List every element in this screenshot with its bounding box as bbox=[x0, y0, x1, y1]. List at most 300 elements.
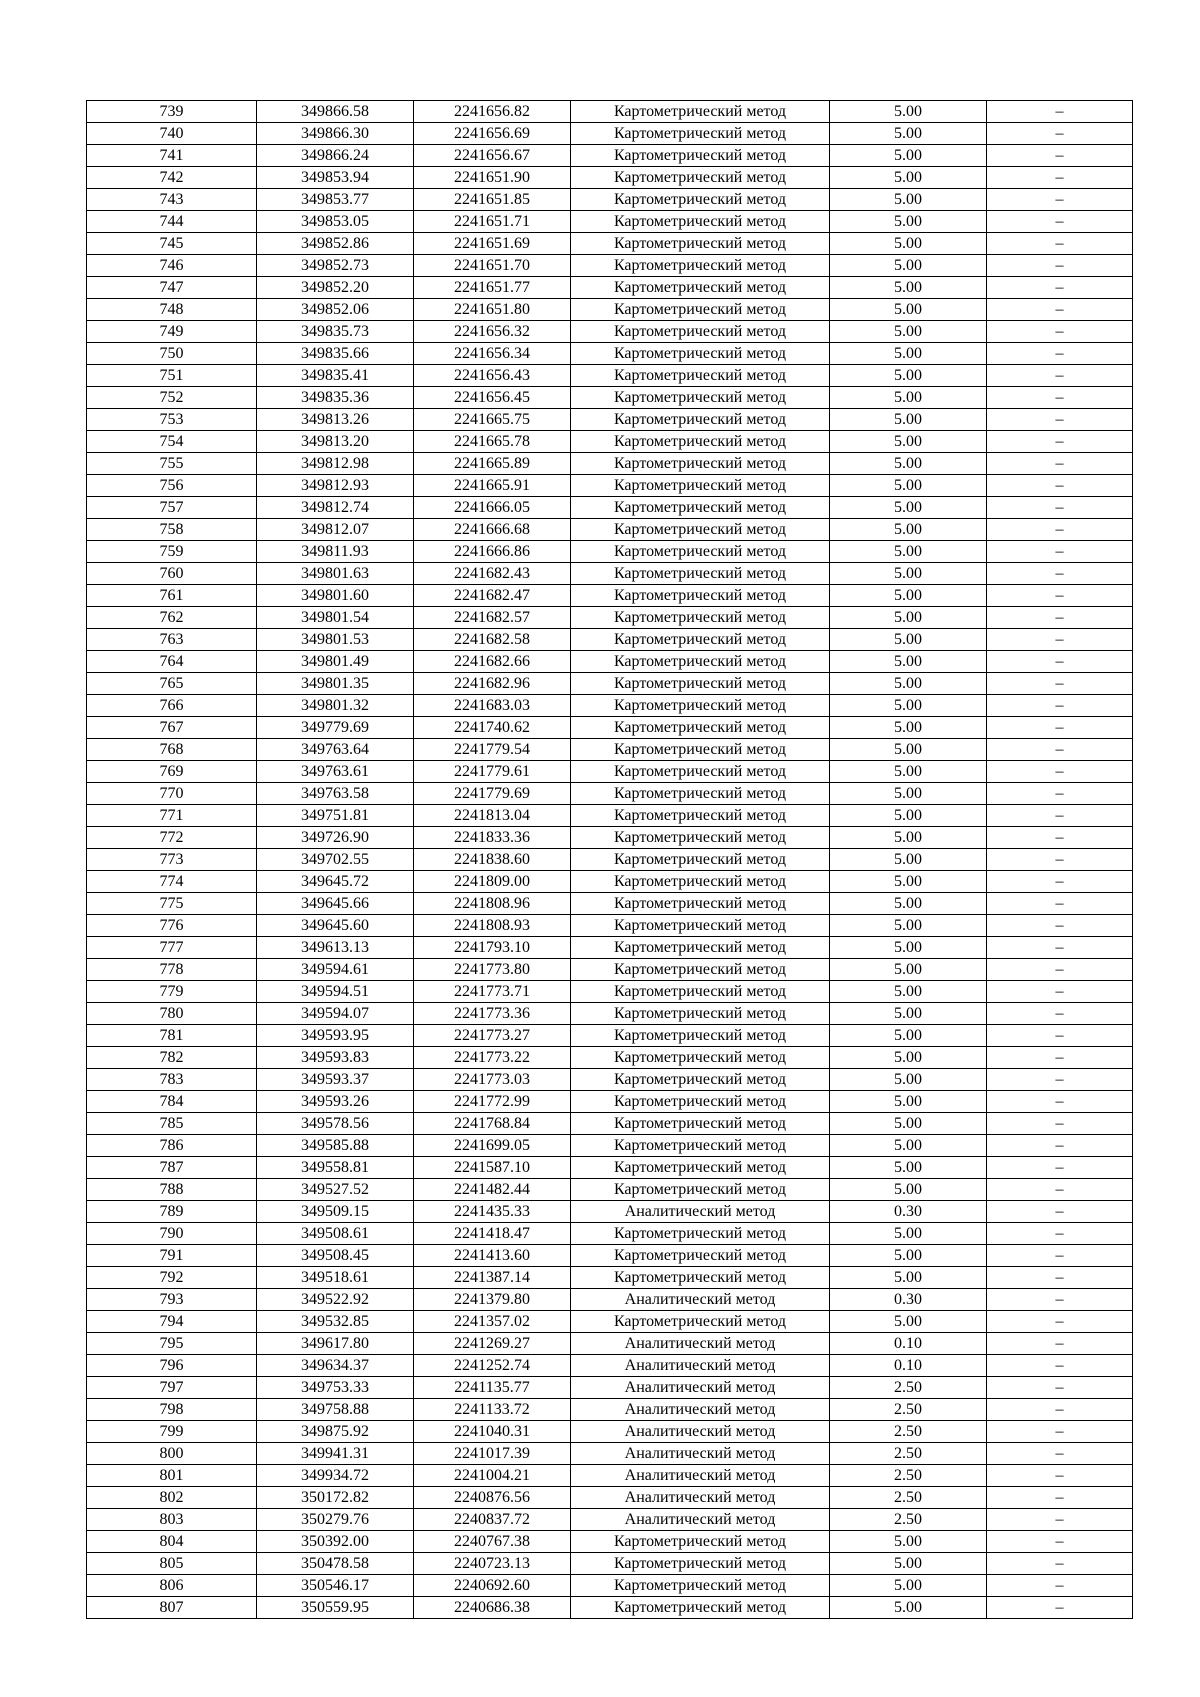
x-coordinate-cell: 349593.26 bbox=[257, 1091, 414, 1113]
point-number-cell: 769 bbox=[87, 761, 257, 783]
method-cell: Картометрический метод bbox=[571, 695, 830, 717]
accuracy-cell: 5.00 bbox=[830, 629, 987, 651]
point-number-cell: 748 bbox=[87, 299, 257, 321]
y-coordinate-cell: 2241133.72 bbox=[414, 1399, 571, 1421]
method-cell: Картометрический метод bbox=[571, 1223, 830, 1245]
table-row bbox=[87, 233, 1133, 255]
x-coordinate-cell: 349593.37 bbox=[257, 1069, 414, 1091]
y-coordinate-cell: 2241809.00 bbox=[414, 871, 571, 893]
x-coordinate-cell: 349852.86 bbox=[257, 233, 414, 255]
x-coordinate-cell: 349852.73 bbox=[257, 255, 414, 277]
y-coordinate-cell: 2241587.10 bbox=[414, 1157, 571, 1179]
accuracy-cell: 5.00 bbox=[830, 211, 987, 233]
x-coordinate-cell: 349585.88 bbox=[257, 1135, 414, 1157]
point-number-cell: 757 bbox=[87, 497, 257, 519]
table-row bbox=[87, 585, 1133, 607]
method-cell: Картометрический метод bbox=[571, 761, 830, 783]
x-coordinate-cell: 349753.33 bbox=[257, 1377, 414, 1399]
note-cell: – bbox=[987, 189, 1133, 211]
y-coordinate-cell: 2241379.80 bbox=[414, 1289, 571, 1311]
x-coordinate-cell: 349527.52 bbox=[257, 1179, 414, 1201]
point-number-cell: 740 bbox=[87, 123, 257, 145]
point-number-cell: 755 bbox=[87, 453, 257, 475]
y-coordinate-cell: 2241435.33 bbox=[414, 1201, 571, 1223]
method-cell: Картометрический метод bbox=[571, 1531, 830, 1553]
table-row bbox=[87, 1157, 1133, 1179]
x-coordinate-cell: 349763.64 bbox=[257, 739, 414, 761]
y-coordinate-cell: 2241651.69 bbox=[414, 233, 571, 255]
point-number-cell: 751 bbox=[87, 365, 257, 387]
accuracy-cell: 5.00 bbox=[830, 1091, 987, 1113]
point-number-cell: 753 bbox=[87, 409, 257, 431]
accuracy-cell: 5.00 bbox=[830, 651, 987, 673]
method-cell: Картометрический метод bbox=[571, 409, 830, 431]
accuracy-cell: 5.00 bbox=[830, 893, 987, 915]
accuracy-cell: 5.00 bbox=[830, 563, 987, 585]
table-row bbox=[87, 1135, 1133, 1157]
point-number-cell: 804 bbox=[87, 1531, 257, 1553]
y-coordinate-cell: 2241793.10 bbox=[414, 937, 571, 959]
y-coordinate-cell: 2241768.84 bbox=[414, 1113, 571, 1135]
point-number-cell: 754 bbox=[87, 431, 257, 453]
method-cell: Картометрический метод bbox=[571, 717, 830, 739]
point-number-cell: 803 bbox=[87, 1509, 257, 1531]
y-coordinate-cell: 2241666.05 bbox=[414, 497, 571, 519]
x-coordinate-cell: 349875.92 bbox=[257, 1421, 414, 1443]
method-cell: Картометрический метод bbox=[571, 871, 830, 893]
accuracy-cell: 5.00 bbox=[830, 1135, 987, 1157]
table-row bbox=[87, 387, 1133, 409]
point-number-cell: 768 bbox=[87, 739, 257, 761]
method-cell: Картометрический метод bbox=[571, 1157, 830, 1179]
note-cell: – bbox=[987, 981, 1133, 1003]
note-cell: – bbox=[987, 805, 1133, 827]
accuracy-cell: 0.30 bbox=[830, 1289, 987, 1311]
table-row bbox=[87, 629, 1133, 651]
method-cell: Картометрический метод bbox=[571, 1069, 830, 1091]
note-cell: – bbox=[987, 1355, 1133, 1377]
y-coordinate-cell: 2241656.32 bbox=[414, 321, 571, 343]
point-number-cell: 756 bbox=[87, 475, 257, 497]
x-coordinate-cell: 349852.20 bbox=[257, 277, 414, 299]
point-number-cell: 790 bbox=[87, 1223, 257, 1245]
method-cell: Картометрический метод bbox=[571, 453, 830, 475]
table-row bbox=[87, 431, 1133, 453]
accuracy-cell: 5.00 bbox=[830, 1003, 987, 1025]
y-coordinate-cell: 2241779.54 bbox=[414, 739, 571, 761]
y-coordinate-cell: 2241773.36 bbox=[414, 1003, 571, 1025]
point-number-cell: 771 bbox=[87, 805, 257, 827]
method-cell: Аналитический метод bbox=[571, 1509, 830, 1531]
note-cell: – bbox=[987, 1509, 1133, 1531]
method-cell: Картометрический метод bbox=[571, 189, 830, 211]
note-cell: – bbox=[987, 343, 1133, 365]
accuracy-cell: 5.00 bbox=[830, 233, 987, 255]
table-row bbox=[87, 1025, 1133, 1047]
note-cell: – bbox=[987, 783, 1133, 805]
y-coordinate-cell: 2241387.14 bbox=[414, 1267, 571, 1289]
method-cell: Картометрический метод bbox=[571, 211, 830, 233]
point-number-cell: 744 bbox=[87, 211, 257, 233]
table-row bbox=[87, 915, 1133, 937]
method-cell: Картометрический метод bbox=[571, 981, 830, 1003]
point-number-cell: 796 bbox=[87, 1355, 257, 1377]
y-coordinate-cell: 2241666.68 bbox=[414, 519, 571, 541]
note-cell: – bbox=[987, 673, 1133, 695]
note-cell: – bbox=[987, 871, 1133, 893]
point-number-cell: 763 bbox=[87, 629, 257, 651]
table-row bbox=[87, 871, 1133, 893]
accuracy-cell: 5.00 bbox=[830, 1223, 987, 1245]
y-coordinate-cell: 2241808.96 bbox=[414, 893, 571, 915]
accuracy-cell: 5.00 bbox=[830, 1311, 987, 1333]
point-number-cell: 781 bbox=[87, 1025, 257, 1047]
y-coordinate-cell: 2241651.80 bbox=[414, 299, 571, 321]
table-row bbox=[87, 981, 1133, 1003]
accuracy-cell: 5.00 bbox=[830, 849, 987, 871]
method-cell: Картометрический метод bbox=[571, 1091, 830, 1113]
table-row bbox=[87, 145, 1133, 167]
accuracy-cell: 2.50 bbox=[830, 1509, 987, 1531]
y-coordinate-cell: 2241833.36 bbox=[414, 827, 571, 849]
note-cell: – bbox=[987, 277, 1133, 299]
x-coordinate-cell: 349835.36 bbox=[257, 387, 414, 409]
y-coordinate-cell: 2241699.05 bbox=[414, 1135, 571, 1157]
method-cell: Картометрический метод bbox=[571, 365, 830, 387]
x-coordinate-cell: 349801.35 bbox=[257, 673, 414, 695]
method-cell: Картометрический метод bbox=[571, 1245, 830, 1267]
y-coordinate-cell: 2241683.03 bbox=[414, 695, 571, 717]
note-cell: – bbox=[987, 563, 1133, 585]
note-cell: – bbox=[987, 585, 1133, 607]
accuracy-cell: 5.00 bbox=[830, 1267, 987, 1289]
note-cell: – bbox=[987, 431, 1133, 453]
x-coordinate-cell: 349835.66 bbox=[257, 343, 414, 365]
x-coordinate-cell: 349801.60 bbox=[257, 585, 414, 607]
x-coordinate-cell: 349763.58 bbox=[257, 783, 414, 805]
x-coordinate-cell: 349801.53 bbox=[257, 629, 414, 651]
note-cell: – bbox=[987, 915, 1133, 937]
point-number-cell: 750 bbox=[87, 343, 257, 365]
y-coordinate-cell: 2240767.38 bbox=[414, 1531, 571, 1553]
x-coordinate-cell: 349812.74 bbox=[257, 497, 414, 519]
method-cell: Картометрический метод bbox=[571, 629, 830, 651]
table-row bbox=[87, 167, 1133, 189]
table-row bbox=[87, 255, 1133, 277]
y-coordinate-cell: 2241665.91 bbox=[414, 475, 571, 497]
x-coordinate-cell: 349866.58 bbox=[257, 101, 414, 123]
note-cell: – bbox=[987, 321, 1133, 343]
method-cell: Картометрический метод bbox=[571, 167, 830, 189]
accuracy-cell: 5.00 bbox=[830, 981, 987, 1003]
table-row bbox=[87, 497, 1133, 519]
x-coordinate-cell: 349852.06 bbox=[257, 299, 414, 321]
x-coordinate-cell: 349853.77 bbox=[257, 189, 414, 211]
point-number-cell: 777 bbox=[87, 937, 257, 959]
y-coordinate-cell: 2241838.60 bbox=[414, 849, 571, 871]
method-cell: Картометрический метод bbox=[571, 233, 830, 255]
table-row bbox=[87, 651, 1133, 673]
y-coordinate-cell: 2241269.27 bbox=[414, 1333, 571, 1355]
note-cell: – bbox=[987, 1025, 1133, 1047]
method-cell: Картометрический метод bbox=[571, 101, 830, 123]
table-row bbox=[87, 1069, 1133, 1091]
y-coordinate-cell: 2241482.44 bbox=[414, 1179, 571, 1201]
accuracy-cell: 2.50 bbox=[830, 1399, 987, 1421]
accuracy-cell: 5.00 bbox=[830, 1597, 987, 1619]
y-coordinate-cell: 2241773.03 bbox=[414, 1069, 571, 1091]
y-coordinate-cell: 2241017.39 bbox=[414, 1443, 571, 1465]
y-coordinate-cell: 2241773.27 bbox=[414, 1025, 571, 1047]
table-row bbox=[87, 1311, 1133, 1333]
table-row bbox=[87, 365, 1133, 387]
point-number-cell: 741 bbox=[87, 145, 257, 167]
y-coordinate-cell: 2241682.58 bbox=[414, 629, 571, 651]
accuracy-cell: 5.00 bbox=[830, 1157, 987, 1179]
method-cell: Картометрический метод bbox=[571, 321, 830, 343]
table-row bbox=[87, 827, 1133, 849]
note-cell: – bbox=[987, 1201, 1133, 1223]
y-coordinate-cell: 2241740.62 bbox=[414, 717, 571, 739]
note-cell: – bbox=[987, 1069, 1133, 1091]
note-cell: – bbox=[987, 1135, 1133, 1157]
note-cell: – bbox=[987, 717, 1133, 739]
table-row bbox=[87, 1003, 1133, 1025]
x-coordinate-cell: 349594.61 bbox=[257, 959, 414, 981]
x-coordinate-cell: 349941.31 bbox=[257, 1443, 414, 1465]
x-coordinate-cell: 349613.13 bbox=[257, 937, 414, 959]
accuracy-cell: 2.50 bbox=[830, 1443, 987, 1465]
table-row bbox=[87, 321, 1133, 343]
method-cell: Картометрический метод bbox=[571, 651, 830, 673]
point-number-cell: 802 bbox=[87, 1487, 257, 1509]
method-cell: Картометрический метод bbox=[571, 497, 830, 519]
x-coordinate-cell: 350478.58 bbox=[257, 1553, 414, 1575]
y-coordinate-cell: 2241656.82 bbox=[414, 101, 571, 123]
x-coordinate-cell: 349866.30 bbox=[257, 123, 414, 145]
y-coordinate-cell: 2241357.02 bbox=[414, 1311, 571, 1333]
table-row bbox=[87, 1245, 1133, 1267]
accuracy-cell: 2.50 bbox=[830, 1465, 987, 1487]
table-row bbox=[87, 805, 1133, 827]
note-cell: – bbox=[987, 1399, 1133, 1421]
accuracy-cell: 5.00 bbox=[830, 255, 987, 277]
x-coordinate-cell: 349812.93 bbox=[257, 475, 414, 497]
x-coordinate-cell: 349645.60 bbox=[257, 915, 414, 937]
point-number-cell: 789 bbox=[87, 1201, 257, 1223]
x-coordinate-cell: 349593.83 bbox=[257, 1047, 414, 1069]
accuracy-cell: 2.50 bbox=[830, 1421, 987, 1443]
point-number-cell: 758 bbox=[87, 519, 257, 541]
y-coordinate-cell: 2241682.57 bbox=[414, 607, 571, 629]
accuracy-cell: 5.00 bbox=[830, 585, 987, 607]
method-cell: Картометрический метод bbox=[571, 343, 830, 365]
point-number-cell: 743 bbox=[87, 189, 257, 211]
point-number-cell: 782 bbox=[87, 1047, 257, 1069]
x-coordinate-cell: 349578.56 bbox=[257, 1113, 414, 1135]
method-cell: Аналитический метод bbox=[571, 1465, 830, 1487]
y-coordinate-cell: 2241418.47 bbox=[414, 1223, 571, 1245]
method-cell: Картометрический метод bbox=[571, 849, 830, 871]
y-coordinate-cell: 2241773.71 bbox=[414, 981, 571, 1003]
point-number-cell: 780 bbox=[87, 1003, 257, 1025]
accuracy-cell: 5.00 bbox=[830, 1113, 987, 1135]
method-cell: Картометрический метод bbox=[571, 123, 830, 145]
method-cell: Аналитический метод bbox=[571, 1377, 830, 1399]
table-row bbox=[87, 1091, 1133, 1113]
table-row bbox=[87, 1509, 1133, 1531]
note-cell: – bbox=[987, 299, 1133, 321]
table-row bbox=[87, 1179, 1133, 1201]
method-cell: Аналитический метод bbox=[571, 1355, 830, 1377]
x-coordinate-cell: 349853.94 bbox=[257, 167, 414, 189]
method-cell: Картометрический метод bbox=[571, 475, 830, 497]
note-cell: – bbox=[987, 211, 1133, 233]
accuracy-cell: 5.00 bbox=[830, 959, 987, 981]
point-number-cell: 801 bbox=[87, 1465, 257, 1487]
x-coordinate-cell: 350559.95 bbox=[257, 1597, 414, 1619]
note-cell: – bbox=[987, 541, 1133, 563]
point-number-cell: 807 bbox=[87, 1597, 257, 1619]
point-number-cell: 795 bbox=[87, 1333, 257, 1355]
point-number-cell: 776 bbox=[87, 915, 257, 937]
note-cell: – bbox=[987, 1267, 1133, 1289]
y-coordinate-cell: 2241656.43 bbox=[414, 365, 571, 387]
note-cell: – bbox=[987, 475, 1133, 497]
x-coordinate-cell: 349634.37 bbox=[257, 1355, 414, 1377]
accuracy-cell: 5.00 bbox=[830, 365, 987, 387]
point-number-cell: 800 bbox=[87, 1443, 257, 1465]
point-number-cell: 787 bbox=[87, 1157, 257, 1179]
point-number-cell: 805 bbox=[87, 1553, 257, 1575]
note-cell: – bbox=[987, 761, 1133, 783]
y-coordinate-cell: 2241004.21 bbox=[414, 1465, 571, 1487]
x-coordinate-cell: 349934.72 bbox=[257, 1465, 414, 1487]
point-number-cell: 760 bbox=[87, 563, 257, 585]
method-cell: Аналитический метод bbox=[571, 1443, 830, 1465]
x-coordinate-cell: 349813.26 bbox=[257, 409, 414, 431]
accuracy-cell: 5.00 bbox=[830, 871, 987, 893]
x-coordinate-cell: 349751.81 bbox=[257, 805, 414, 827]
accuracy-cell: 5.00 bbox=[830, 321, 987, 343]
point-number-cell: 779 bbox=[87, 981, 257, 1003]
y-coordinate-cell: 2241779.69 bbox=[414, 783, 571, 805]
accuracy-cell: 0.30 bbox=[830, 1201, 987, 1223]
y-coordinate-cell: 2241651.85 bbox=[414, 189, 571, 211]
y-coordinate-cell: 2241656.69 bbox=[414, 123, 571, 145]
accuracy-cell: 0.10 bbox=[830, 1333, 987, 1355]
table-row bbox=[87, 1597, 1133, 1619]
y-coordinate-cell: 2241651.70 bbox=[414, 255, 571, 277]
point-number-cell: 762 bbox=[87, 607, 257, 629]
accuracy-cell: 5.00 bbox=[830, 101, 987, 123]
table-row bbox=[87, 453, 1133, 475]
coordinates-table bbox=[86, 100, 1133, 1619]
note-cell: – bbox=[987, 409, 1133, 431]
x-coordinate-cell: 349617.80 bbox=[257, 1333, 414, 1355]
table-row bbox=[87, 1399, 1133, 1421]
note-cell: – bbox=[987, 849, 1133, 871]
method-cell: Картометрический метод bbox=[571, 299, 830, 321]
accuracy-cell: 5.00 bbox=[830, 915, 987, 937]
y-coordinate-cell: 2241665.89 bbox=[414, 453, 571, 475]
table-row bbox=[87, 1201, 1133, 1223]
table-row bbox=[87, 299, 1133, 321]
note-cell: – bbox=[987, 1421, 1133, 1443]
point-number-cell: 784 bbox=[87, 1091, 257, 1113]
table-row bbox=[87, 717, 1133, 739]
accuracy-cell: 5.00 bbox=[830, 717, 987, 739]
point-number-cell: 793 bbox=[87, 1289, 257, 1311]
table-row bbox=[87, 1267, 1133, 1289]
x-coordinate-cell: 349509.15 bbox=[257, 1201, 414, 1223]
table-row bbox=[87, 541, 1133, 563]
method-cell: Картометрический метод bbox=[571, 1003, 830, 1025]
accuracy-cell: 5.00 bbox=[830, 1025, 987, 1047]
table-row bbox=[87, 1531, 1133, 1553]
note-cell: – bbox=[987, 1179, 1133, 1201]
table-row bbox=[87, 761, 1133, 783]
x-coordinate-cell: 349801.54 bbox=[257, 607, 414, 629]
note-cell: – bbox=[987, 739, 1133, 761]
accuracy-cell: 5.00 bbox=[830, 761, 987, 783]
x-coordinate-cell: 349532.85 bbox=[257, 1311, 414, 1333]
accuracy-cell: 5.00 bbox=[830, 937, 987, 959]
table-row bbox=[87, 101, 1133, 123]
method-cell: Картометрический метод bbox=[571, 585, 830, 607]
note-cell: – bbox=[987, 1245, 1133, 1267]
note-cell: – bbox=[987, 1091, 1133, 1113]
table-row bbox=[87, 211, 1133, 233]
x-coordinate-cell: 349758.88 bbox=[257, 1399, 414, 1421]
x-coordinate-cell: 349813.20 bbox=[257, 431, 414, 453]
y-coordinate-cell: 2241808.93 bbox=[414, 915, 571, 937]
accuracy-cell: 5.00 bbox=[830, 431, 987, 453]
method-cell: Картометрический метод bbox=[571, 1575, 830, 1597]
accuracy-cell: 5.00 bbox=[830, 673, 987, 695]
y-coordinate-cell: 2241252.74 bbox=[414, 1355, 571, 1377]
point-number-cell: 794 bbox=[87, 1311, 257, 1333]
method-cell: Аналитический метод bbox=[571, 1201, 830, 1223]
point-number-cell: 745 bbox=[87, 233, 257, 255]
method-cell: Картометрический метод bbox=[571, 541, 830, 563]
note-cell: – bbox=[987, 1311, 1133, 1333]
table-row bbox=[87, 1465, 1133, 1487]
x-coordinate-cell: 349835.41 bbox=[257, 365, 414, 387]
x-coordinate-cell: 349594.51 bbox=[257, 981, 414, 1003]
table-row bbox=[87, 1377, 1133, 1399]
note-cell: – bbox=[987, 959, 1133, 981]
method-cell: Аналитический метод bbox=[571, 1289, 830, 1311]
x-coordinate-cell: 349763.61 bbox=[257, 761, 414, 783]
y-coordinate-cell: 2241656.34 bbox=[414, 343, 571, 365]
accuracy-cell: 5.00 bbox=[830, 1553, 987, 1575]
accuracy-cell: 5.00 bbox=[830, 497, 987, 519]
method-cell: Картометрический метод bbox=[571, 805, 830, 827]
x-coordinate-cell: 350172.82 bbox=[257, 1487, 414, 1509]
x-coordinate-cell: 349645.72 bbox=[257, 871, 414, 893]
y-coordinate-cell: 2241682.96 bbox=[414, 673, 571, 695]
table-row bbox=[87, 1355, 1133, 1377]
method-cell: Картометрический метод bbox=[571, 783, 830, 805]
accuracy-cell: 5.00 bbox=[830, 123, 987, 145]
point-number-cell: 773 bbox=[87, 849, 257, 871]
table-row bbox=[87, 1443, 1133, 1465]
method-cell: Картометрический метод bbox=[571, 255, 830, 277]
accuracy-cell: 0.10 bbox=[830, 1355, 987, 1377]
note-cell: – bbox=[987, 365, 1133, 387]
method-cell: Картометрический метод bbox=[571, 277, 830, 299]
